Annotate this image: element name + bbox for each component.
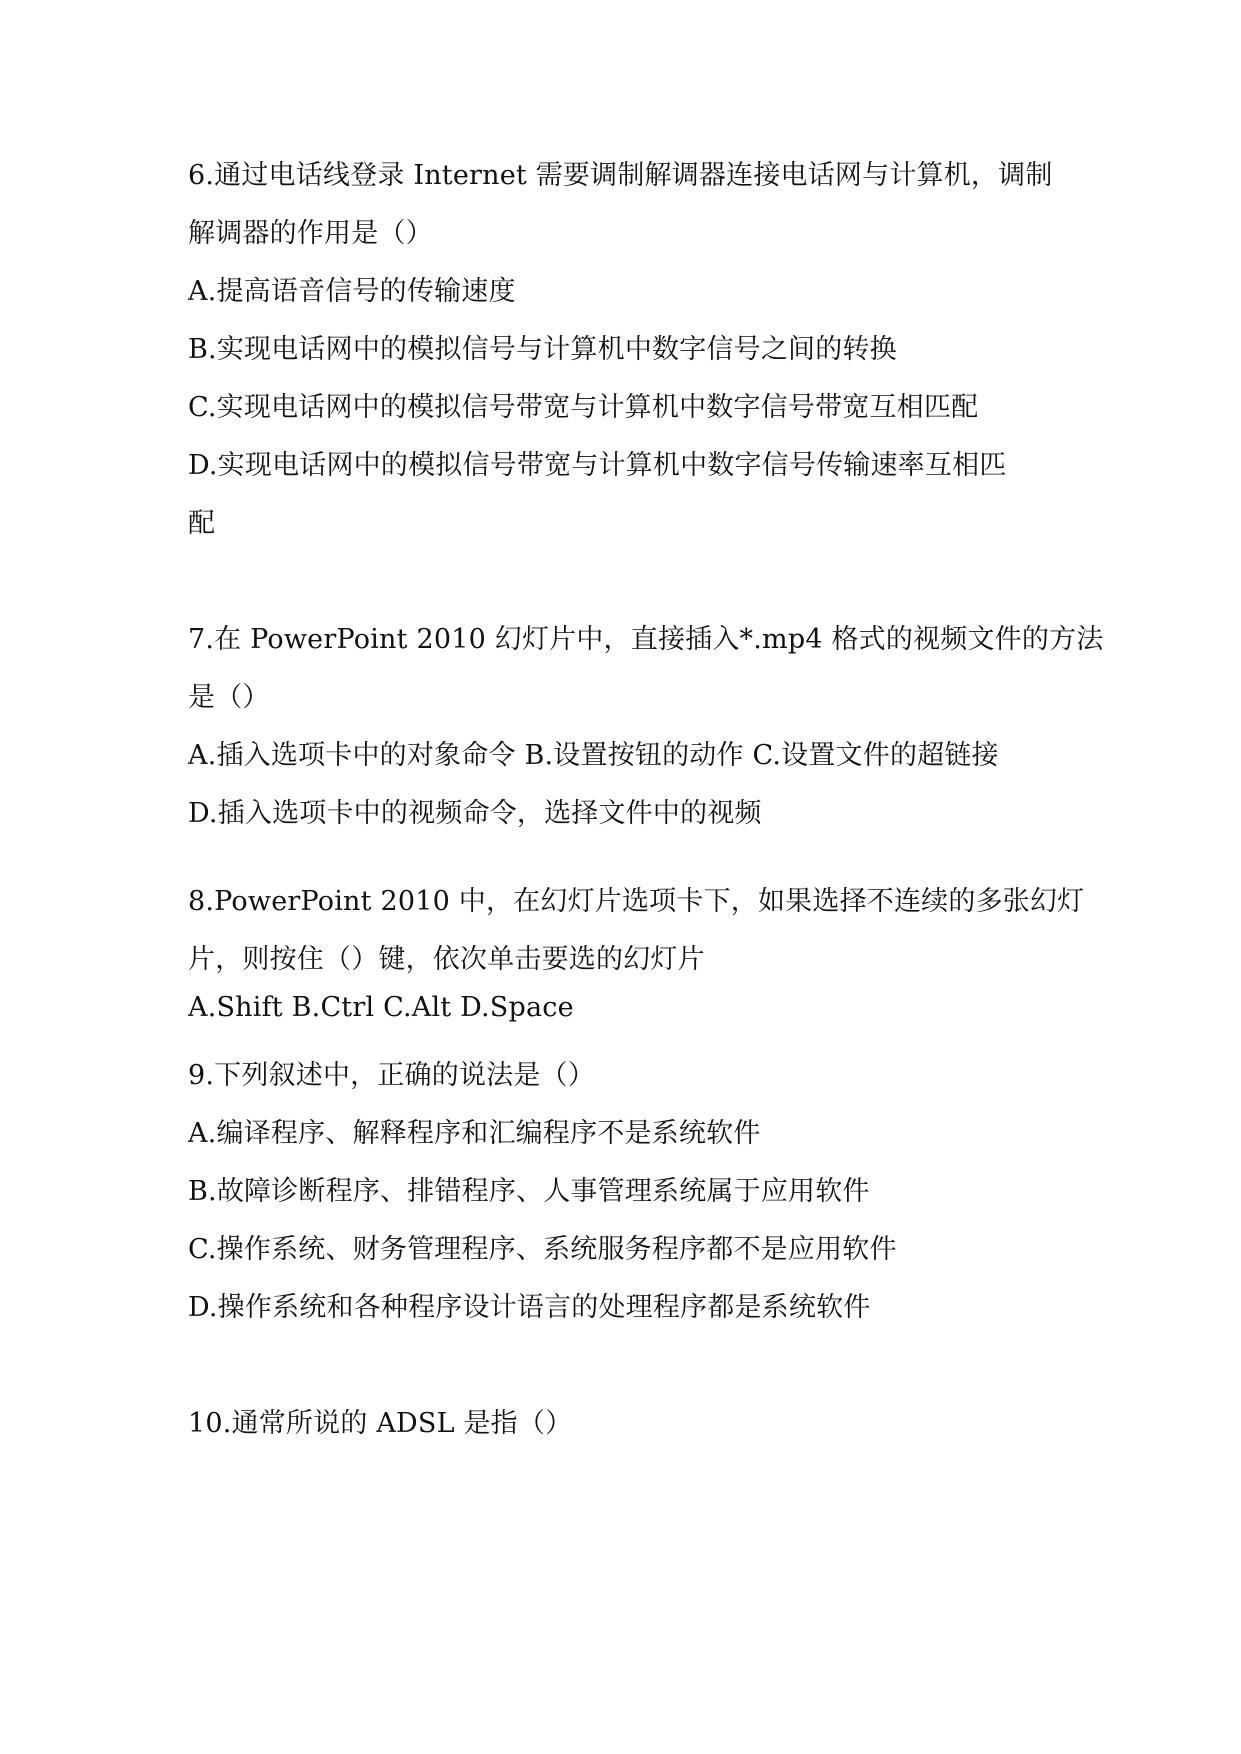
- question-6-option-c: C.实现电话网中的模拟信号带宽与计算机中数字信号带宽互相匹配: [188, 392, 979, 423]
- question-6-option-a: A.提高语音信号的传输速度: [188, 276, 516, 307]
- question-9-option-d: D.操作系统和各种程序设计语言的处理程序都是系统软件: [188, 1292, 871, 1323]
- question-6-option-d: D.实现电话网中的模拟信号带宽与计算机中数字信号传输速率互相匹: [188, 450, 1007, 481]
- question-9-option-b: B.故障诊断程序、排错程序、人事管理系统属于应用软件: [188, 1176, 870, 1207]
- question-9-option-c: C.操作系统、财务管理程序、系统服务程序都不是应用软件: [188, 1234, 897, 1265]
- question-8-options: A.Shift B.Ctrl C.Alt D.Space: [188, 992, 574, 1023]
- question-9-stem: 9.下列叙述中，正确的说法是（）: [188, 1060, 595, 1091]
- question-6-option-b: B.实现电话网中的模拟信号与计算机中数字信号之间的转换: [188, 334, 897, 365]
- question-7-options-abc: A.插入选项卡中的对象命令 B.设置按钮的动作 C.设置文件的超链接: [188, 740, 999, 771]
- question-10-stem: 10.通常所说的 ADSL 是指（）: [188, 1408, 573, 1439]
- question-7-option-d: D.插入选项卡中的视频命令，选择文件中的视频: [188, 798, 762, 829]
- question-6-stem-line-2: 解调器的作用是（）: [188, 218, 433, 249]
- question-6-stem-line-1: 6.通过电话线登录 Internet 需要调制解调器连接电话网与计算机，调制: [188, 160, 1053, 191]
- question-7-stem-line-2: 是（）: [188, 682, 270, 713]
- question-7-stem-line-1: 7.在 PowerPoint 2010 幻灯片中，直接插入*.mp4 格式的视频文件的方法: [188, 624, 1104, 655]
- question-6-option-d-continued: 配: [188, 508, 216, 539]
- question-9-option-a: A.编译程序、解释程序和汇编程序不是系统软件: [188, 1118, 761, 1149]
- question-8-stem-line-2: 片，则按住（）键，依次单击要选的幻灯片: [188, 944, 705, 975]
- question-8-stem-line-1: 8.PowerPoint 2010 中，在幻灯片选项卡下，如果选择不连续的多张幻灯: [188, 886, 1085, 917]
